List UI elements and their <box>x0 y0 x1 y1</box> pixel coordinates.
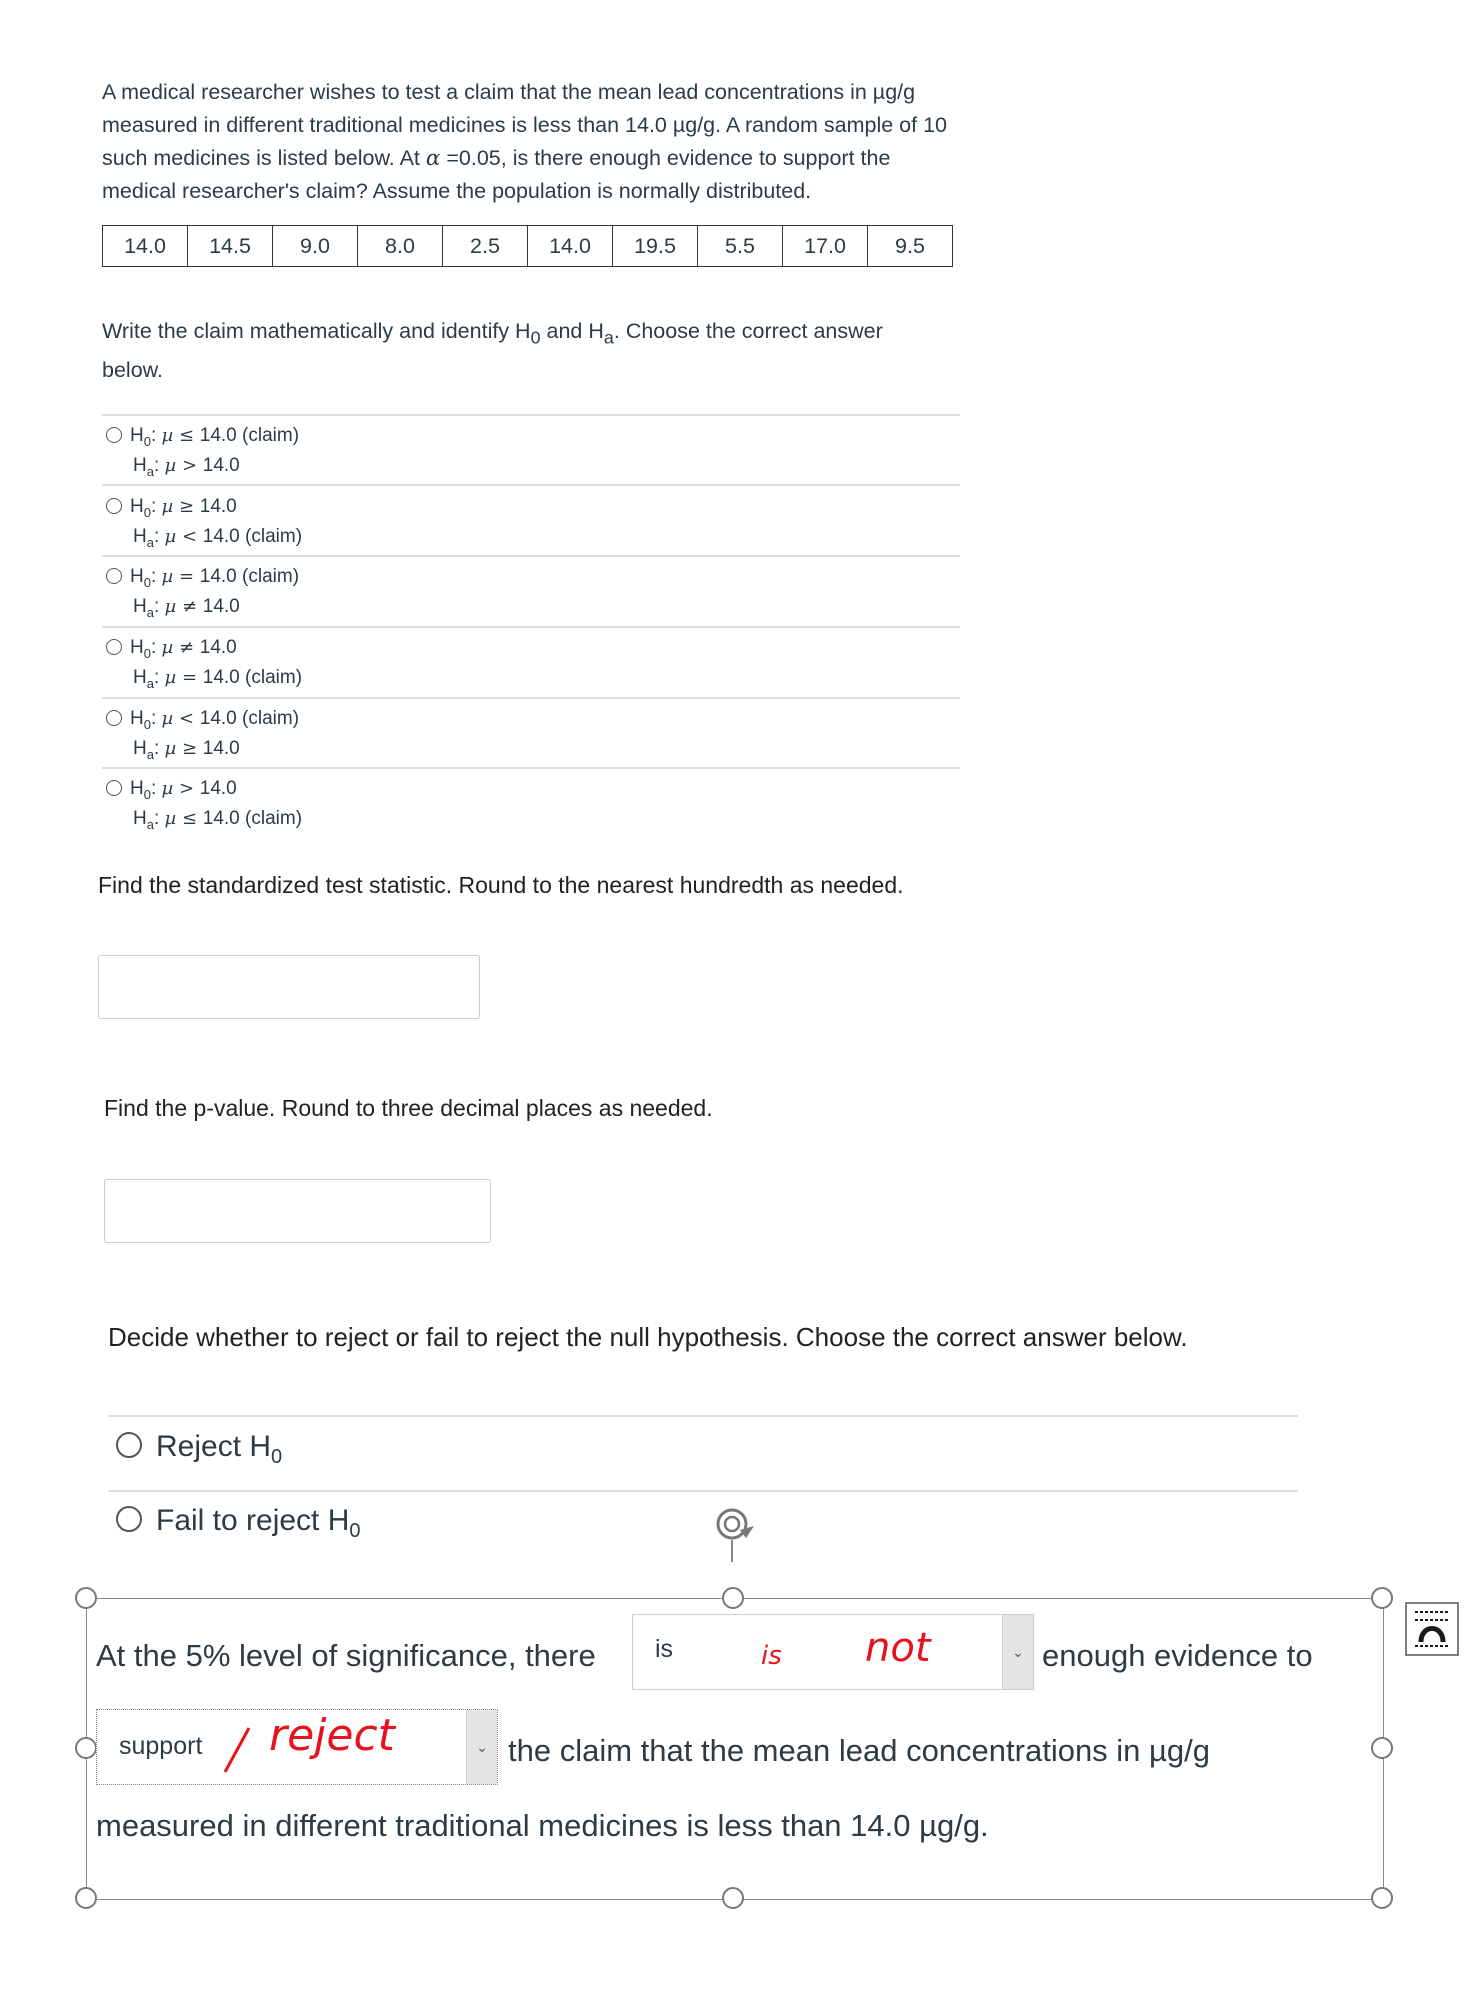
divider <box>102 555 960 557</box>
h0-relation: µ ≤ <box>161 425 200 446</box>
ha-value: 14.0 (claim) <box>202 666 303 688</box>
h-sub: 0 <box>143 645 151 661</box>
fail-sub: 0 <box>349 1520 361 1542</box>
resize-handle[interactable] <box>75 1587 97 1609</box>
h-sub: a <box>146 604 154 620</box>
resize-handle[interactable] <box>75 1737 97 1759</box>
colon: : <box>150 496 162 517</box>
h-sub: a <box>146 534 154 550</box>
radio-button[interactable] <box>106 710 122 726</box>
question-test-statistic: Find the standardized test statistic. Round to the nearest hundredth as needed. <box>98 872 904 898</box>
h-label: H <box>130 708 144 729</box>
test-statistic-input[interactable] <box>98 955 480 1019</box>
divider <box>102 484 960 486</box>
q1-and: and H <box>540 319 604 343</box>
q1-sub-a: a <box>603 327 614 348</box>
h-sub: 0 <box>143 433 151 449</box>
h-label: H <box>133 737 147 759</box>
h-sub: 0 <box>143 574 151 590</box>
hypothesis-option-4[interactable] <box>106 636 302 696</box>
intro-line-4: medical researcher's claim? Assume the population is normally distributed. <box>102 179 812 203</box>
handwritten-not: not <box>865 1625 931 1671</box>
question-p-value: Find the p-value. Round to three decimal places as needed. <box>104 1095 713 1121</box>
h-label: H <box>133 666 147 688</box>
h-label: H <box>130 496 144 517</box>
hypothesis-option-5[interactable] <box>106 707 299 767</box>
radio-button[interactable] <box>106 498 122 514</box>
q1-text-a: Write the claim mathematically and identify H <box>102 319 531 343</box>
h-sub: a <box>146 463 154 479</box>
data-cell: 2.5 <box>443 226 528 267</box>
table-row <box>103 226 953 267</box>
colon: : <box>153 595 165 617</box>
colon: : <box>153 454 165 476</box>
divider <box>102 767 960 769</box>
decision-option-fail[interactable] <box>116 1504 361 1543</box>
handwritten-reject: reject <box>269 1710 395 1761</box>
p-value-input[interactable] <box>104 1179 491 1243</box>
conclusion-part-2: enough evidence to <box>1042 1638 1313 1673</box>
h0-value: 14.0 <box>199 496 237 517</box>
radio-button[interactable] <box>116 1432 142 1458</box>
h0-relation: µ > <box>161 778 200 799</box>
resize-handle[interactable] <box>1371 1887 1393 1909</box>
colon: : <box>153 807 165 829</box>
alpha-symbol: α <box>425 146 441 171</box>
data-cell: 5.5 <box>698 226 783 267</box>
h-sub: 0 <box>143 504 151 520</box>
hypothesis-option-6[interactable] <box>106 777 302 837</box>
resize-handle[interactable] <box>722 1587 744 1609</box>
ha-relation: µ < <box>164 525 203 547</box>
colon: : <box>150 637 162 658</box>
radio-button[interactable] <box>116 1506 142 1532</box>
evidence-select[interactable] <box>632 1614 1034 1690</box>
reject-label: Reject H <box>156 1430 272 1463</box>
ha-relation: µ = <box>164 666 203 688</box>
h-sub: a <box>146 816 154 832</box>
question-hypotheses <box>102 315 922 387</box>
radio-button[interactable] <box>106 780 122 796</box>
data-cell: 19.5 <box>613 226 698 267</box>
intro-line-3-pre: such medicines is listed below. At <box>102 146 426 170</box>
data-cell: 9.5 <box>868 226 953 267</box>
ha-relation: µ ≤ <box>164 807 203 829</box>
ha-value: 14.0 <box>202 595 240 617</box>
h0-relation: µ ≥ <box>161 496 200 517</box>
radio-button[interactable] <box>106 427 122 443</box>
ha-value: 14.0 <box>202 737 240 759</box>
ha-value: 14.0 (claim) <box>202 525 303 547</box>
chevron-down-icon[interactable]: ⌄ <box>466 1710 497 1784</box>
data-cell: 14.0 <box>528 226 613 267</box>
data-cell: 14.5 <box>188 226 273 267</box>
hypothesis-option-3[interactable] <box>106 565 299 625</box>
h0-value: 14.0 <box>199 778 237 799</box>
data-cell: 8.0 <box>358 226 443 267</box>
resize-handle[interactable] <box>75 1887 97 1909</box>
colon: : <box>150 778 162 799</box>
text-wrap-icon[interactable] <box>1405 1602 1459 1656</box>
support-reject-select[interactable] <box>96 1709 498 1785</box>
colon: : <box>150 566 162 587</box>
h-label: H <box>130 566 144 587</box>
resize-handle[interactable] <box>1371 1587 1393 1609</box>
resize-handle[interactable] <box>1371 1737 1393 1759</box>
h-label: H <box>133 454 147 476</box>
divider <box>108 1490 1298 1492</box>
h-sub: 0 <box>143 786 151 802</box>
colon: : <box>150 425 162 446</box>
conclusion-part-4: measured in different traditional medicines is less than 14.0 µg/g. <box>96 1808 989 1843</box>
colon: : <box>153 666 165 688</box>
h-label: H <box>133 807 147 829</box>
intro-line-3 <box>102 142 982 175</box>
h-label: H <box>130 778 144 799</box>
h0-relation: µ < <box>161 708 200 729</box>
colon: : <box>153 525 165 547</box>
radio-button[interactable] <box>106 568 122 584</box>
handwritten-slash <box>217 1720 257 1778</box>
ha-relation: µ > <box>164 454 203 476</box>
reject-sub: 0 <box>271 1446 283 1468</box>
data-cell: 9.0 <box>273 226 358 267</box>
sample-data-table <box>102 225 953 267</box>
handwritten-is: is <box>761 1641 782 1671</box>
chevron-down-icon[interactable]: ⌄ <box>1002 1615 1033 1689</box>
h-sub: 0 <box>143 716 151 732</box>
h-label: H <box>130 425 144 446</box>
rotate-icon[interactable] <box>710 1502 762 1562</box>
support-select-value: support <box>119 1732 203 1760</box>
h0-value: 14.0 (claim) <box>199 425 300 446</box>
divider <box>108 1415 1298 1417</box>
q1-text-b: . Choose the correct answer <box>613 319 883 343</box>
h0-value: 14.0 (claim) <box>199 708 300 729</box>
conclusion-part-1: At the 5% level of significance, there <box>96 1638 596 1673</box>
hypothesis-option-2[interactable] <box>106 495 302 555</box>
fail-label: Fail to reject H <box>156 1504 350 1537</box>
h-label: H <box>133 525 147 547</box>
intro-line-1: A medical researcher wishes to test a claim that the mean lead concentrations in µg/g <box>102 80 916 104</box>
ha-value: 14.0 (claim) <box>202 807 303 829</box>
ha-value: 14.0 <box>202 454 240 476</box>
data-cell: 14.0 <box>103 226 188 267</box>
h-label: H <box>130 637 144 658</box>
colon: : <box>150 708 162 729</box>
ha-relation: µ ≥ <box>164 737 203 759</box>
h-sub: a <box>146 746 154 762</box>
conclusion-part-3: the claim that the mean lead concentrations in µg/g <box>508 1733 1210 1768</box>
hypothesis-option-1[interactable] <box>106 424 299 484</box>
evidence-select-value: is <box>655 1635 674 1663</box>
divider <box>102 626 960 628</box>
divider <box>102 697 960 699</box>
intro-line-3-post: =0.05, is there enough evidence to support the <box>440 146 891 170</box>
q1-text-c: below. <box>102 358 163 383</box>
intro-line-2: measured in different traditional medicines is less than 14.0 µg/g. A random sample of 10 <box>102 113 947 137</box>
h0-relation: µ = <box>161 566 200 587</box>
radio-button[interactable] <box>106 639 122 655</box>
h-sub: a <box>146 675 154 691</box>
q1-sub-0: 0 <box>530 327 541 348</box>
h-label: H <box>133 595 147 617</box>
divider <box>102 414 960 416</box>
question-decision: Decide whether to reject or fail to reject the null hypothesis. Choose the correct answer below. <box>108 1322 1188 1352</box>
ha-relation: µ ≠ <box>164 595 203 617</box>
resize-handle[interactable] <box>722 1887 744 1909</box>
problem-statement <box>102 76 982 208</box>
question-line <box>102 315 922 354</box>
decision-option-reject[interactable] <box>116 1430 282 1469</box>
data-cell: 17.0 <box>783 226 868 267</box>
colon: : <box>153 737 165 759</box>
h0-value: 14.0 <box>199 637 237 658</box>
h0-relation: µ ≠ <box>161 637 200 658</box>
h0-value: 14.0 (claim) <box>199 566 300 587</box>
